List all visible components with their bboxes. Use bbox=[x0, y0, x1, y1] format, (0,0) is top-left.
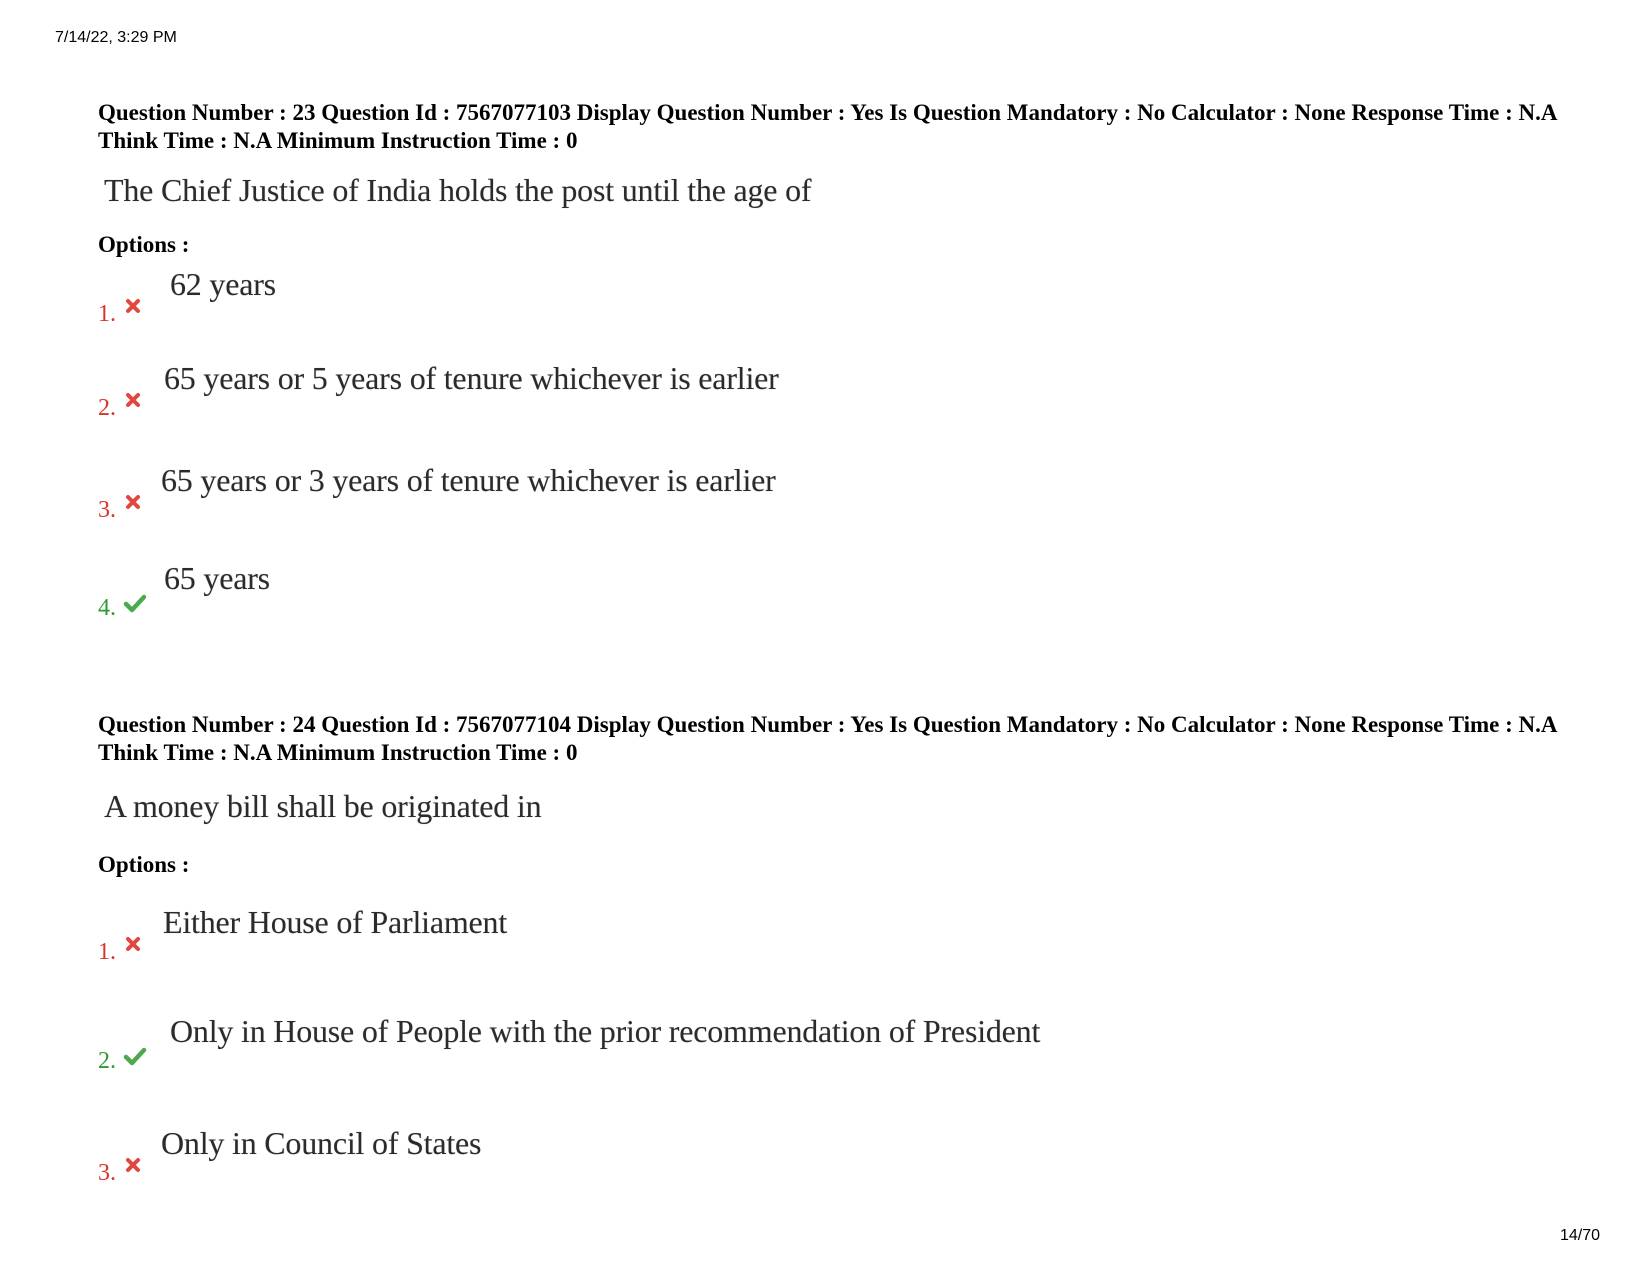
question-24-option-2 bbox=[98, 1013, 1298, 1073]
cross-icon bbox=[125, 298, 141, 314]
page-number: 14/70 bbox=[1560, 1227, 1601, 1244]
option-text: 65 years or 5 years of tenure whichever is earlier bbox=[164, 360, 779, 396]
question-23-meta: Question Number : 23 Question Id : 7567077103 Display Question Number : Yes Is Question Mandatory : No Calculator : None Response Time : N.A Think Time : N.A Minimum Instruction Time : 0 bbox=[98, 100, 1557, 153]
question-23-option-4 bbox=[98, 560, 1298, 620]
cross-icon bbox=[125, 392, 141, 408]
question-24-option-1 bbox=[98, 904, 1298, 964]
option-number: 2. bbox=[98, 1048, 116, 1074]
option-number: 1. bbox=[98, 301, 116, 327]
option-text: Only in House of People with the prior recommendation of President bbox=[170, 1013, 1041, 1049]
question-24-text: A money bill shall be originated in bbox=[104, 788, 542, 824]
cross-icon bbox=[125, 1157, 141, 1173]
option-text: 65 years bbox=[164, 560, 270, 596]
question-23-options-label: Options : bbox=[98, 232, 190, 257]
option-number: 3. bbox=[98, 1160, 116, 1186]
print-timestamp: 7/14/22, 3:29 PM bbox=[55, 29, 177, 46]
question-24-options-label: Options : bbox=[98, 852, 190, 877]
check-icon bbox=[123, 1047, 147, 1067]
question-23-option-1 bbox=[98, 266, 1298, 326]
question-24-meta: Question Number : 24 Question Id : 7567077104 Display Question Number : Yes Is Question Mandatory : No Calculator : None Response Time : N.A Think Time : N.A Minimum Instruction Time : 0 bbox=[98, 712, 1557, 765]
question-23-option-3 bbox=[98, 462, 1298, 522]
cross-icon bbox=[125, 494, 141, 510]
option-text: Only in Council of States bbox=[161, 1125, 482, 1161]
question-23-text: The Chief Justice of India holds the post until the age of bbox=[104, 172, 812, 208]
option-text: 65 years or 3 years of tenure whichever is earlier bbox=[161, 462, 776, 498]
option-number: 2. bbox=[98, 395, 116, 421]
question-23-option-2 bbox=[98, 360, 1298, 420]
option-text: Either House of Parliament bbox=[163, 904, 508, 940]
cross-icon bbox=[125, 936, 141, 952]
option-text: 62 years bbox=[170, 266, 276, 302]
option-number: 1. bbox=[98, 939, 116, 965]
option-number: 4. bbox=[98, 595, 116, 621]
option-number: 3. bbox=[98, 497, 116, 523]
question-24-option-3 bbox=[98, 1125, 1298, 1185]
check-icon bbox=[123, 594, 147, 614]
